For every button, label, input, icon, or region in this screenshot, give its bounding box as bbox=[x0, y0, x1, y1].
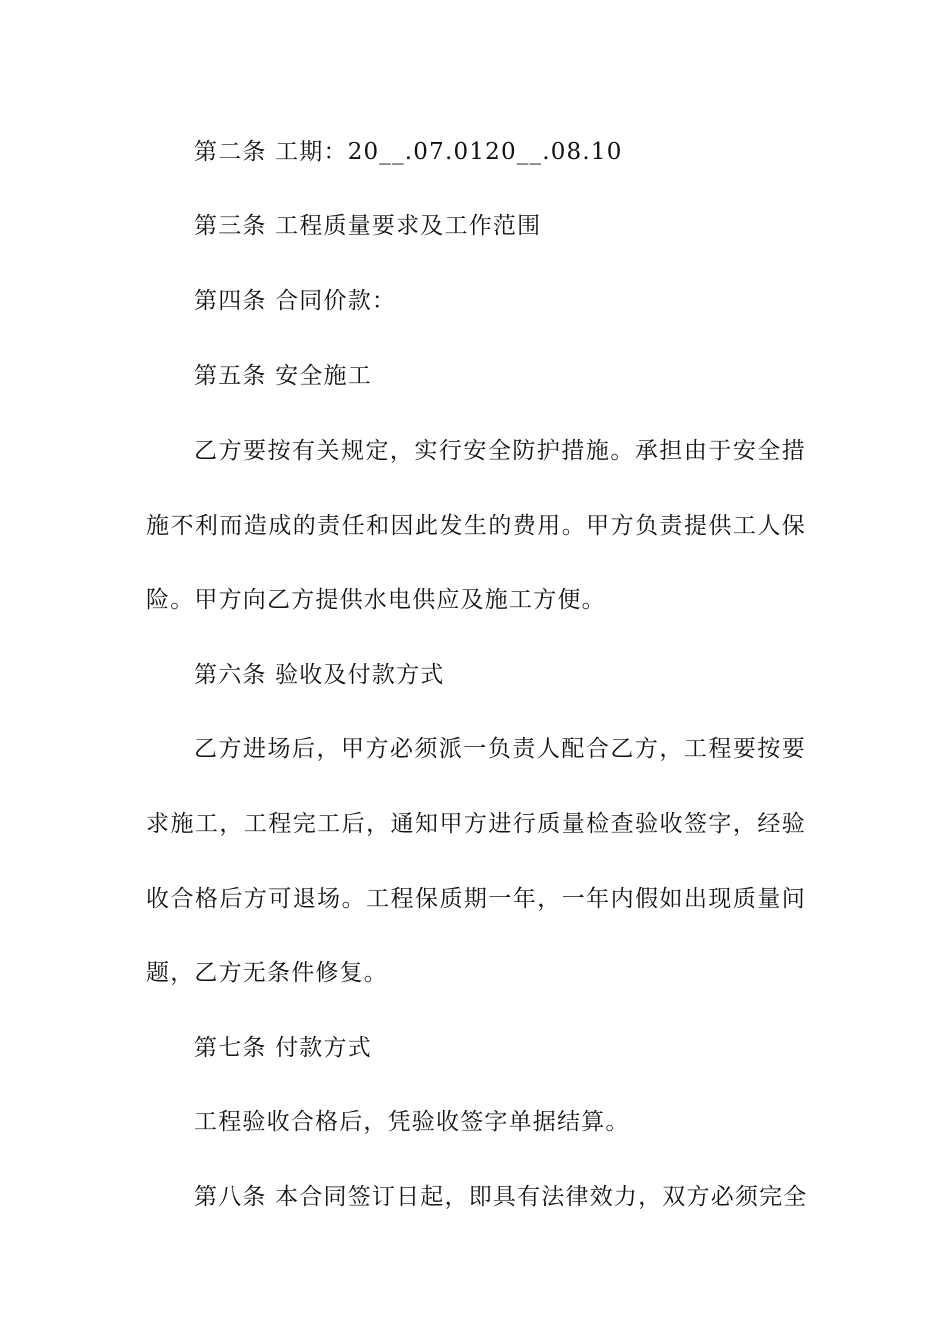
article-5-safety-heading: 第五条 安全施工 bbox=[194, 363, 372, 389]
payment-paragraph: 工程验收合格后，凭验收签字单据结算。 bbox=[194, 1109, 630, 1135]
article-2-construction-period: 第二条 工期：20__.07.0120__.08.10 bbox=[194, 139, 623, 165]
safety-paragraph-line-2: 施不利而造成的责任和因此发生的费用。甲方负责提供工人保 bbox=[146, 513, 806, 539]
article-4-contract-price: 第四条 合同价款： bbox=[194, 288, 397, 314]
article-7-payment-heading: 第七条 付款方式 bbox=[194, 1035, 372, 1061]
acceptance-paragraph-line-2: 求施工，工程完工后，通知甲方进行质量检查验收签字，经验 bbox=[146, 811, 806, 837]
acceptance-paragraph-line-3: 收合格后方可退场。工程保质期一年，一年内假如出现质量问 bbox=[146, 886, 806, 912]
article-6-acceptance-heading: 第六条 验收及付款方式 bbox=[194, 662, 445, 688]
article-3-quality-scope: 第三条 工程质量要求及工作范围 bbox=[194, 213, 542, 239]
article-8-validity: 第八条 本合同签订日起，即具有法律效力，双方必须完全 bbox=[194, 1184, 808, 1210]
acceptance-paragraph-line-4: 题，乙方无条件修复。 bbox=[146, 960, 388, 986]
acceptance-paragraph-line-1: 乙方进场后，甲方必须派一负责人配合乙方，工程要按要 bbox=[194, 736, 806, 762]
safety-paragraph-line-3: 险。甲方向乙方提供水电供应及施工方便。 bbox=[146, 587, 606, 613]
safety-paragraph-line-1: 乙方要按有关规定，实行安全防护措施。承担由于安全措 bbox=[194, 438, 806, 464]
